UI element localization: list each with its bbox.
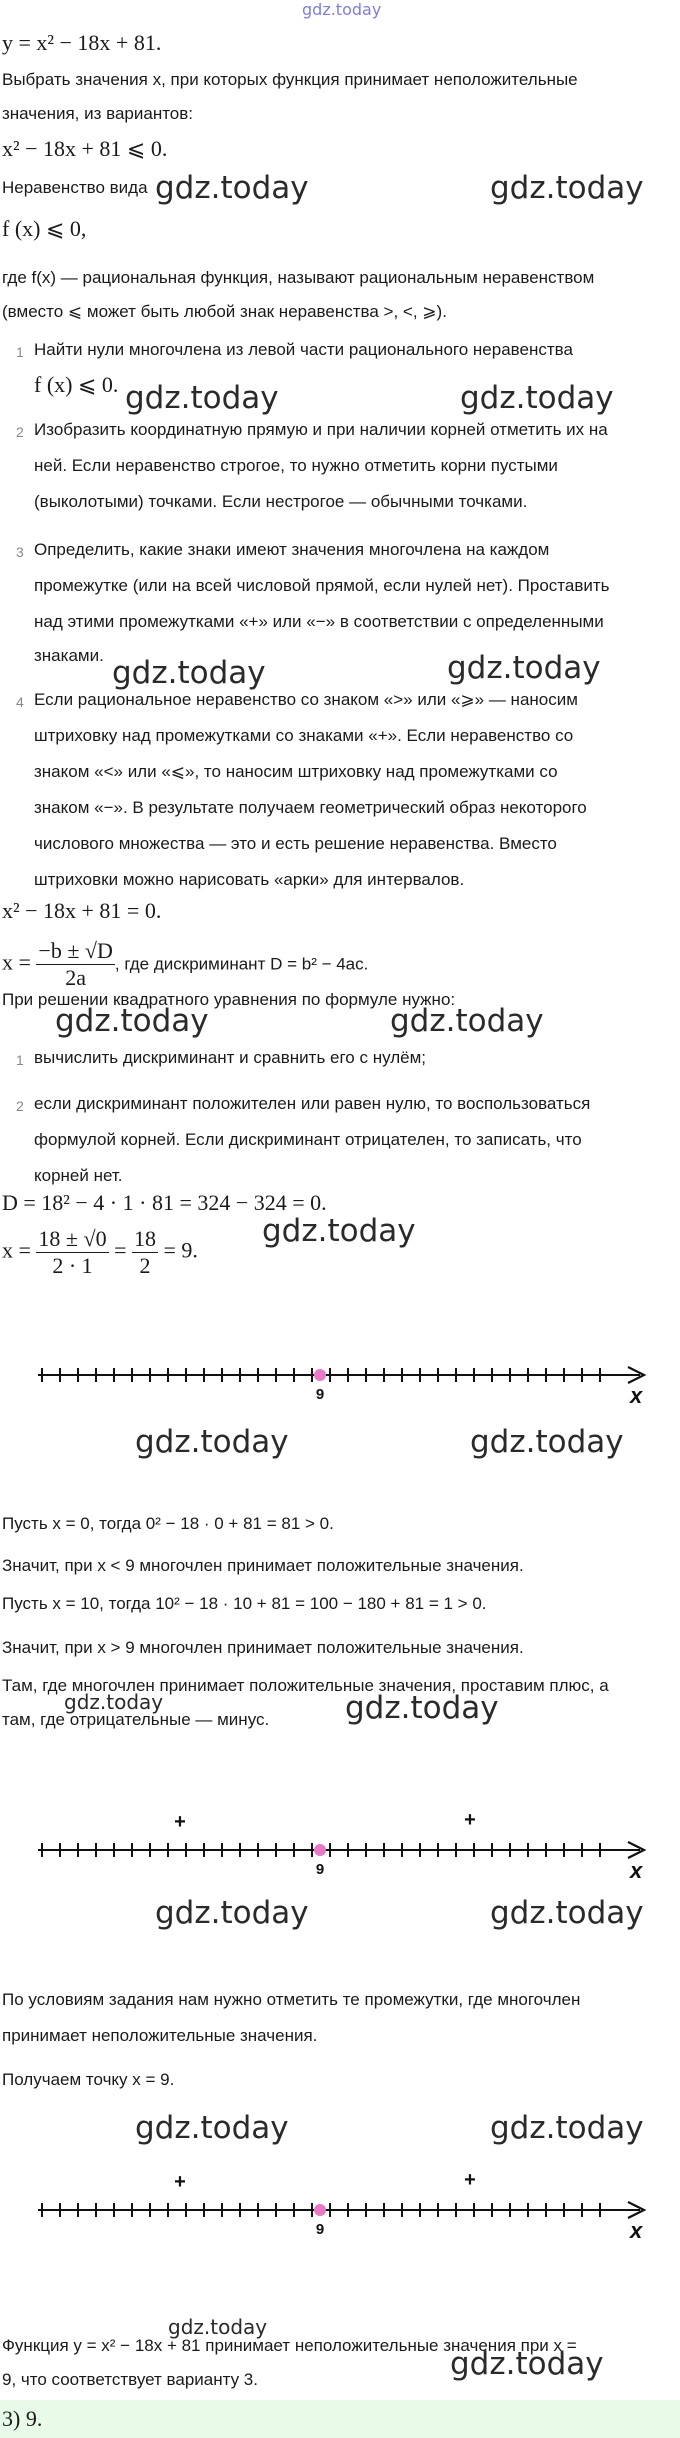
number-line-2 [0, 1790, 680, 1890]
plus-sign-right: + [464, 2169, 476, 2191]
conclusion-right: Значит, при x > 9 многочлен принимает положительные значения. [2, 1638, 524, 1657]
point-result: Получаем точку x = 9. [2, 2070, 175, 2089]
step-text: f (x) ⩽ 0. [34, 372, 119, 397]
plus-sign-left: + [174, 2171, 186, 2193]
function-equation: y = x² − 18x + 81. [2, 30, 162, 55]
test-ten: Пусть x = 10, тогда 10² − 18 · 10 + 81 = 100 − 180 + 81 = 1 > 0. [2, 1594, 487, 1613]
watermark: gdz.today [490, 2110, 644, 2146]
point-label: 9 [315, 1861, 325, 1878]
plus-sign-left: + [174, 1811, 186, 1833]
solve-step-text: вычислить дискриминант и сравнить его с нулём; [34, 1048, 427, 1067]
rational-definition-line1: где f(x) — рациональная функция, называют рациональным неравенством [2, 268, 595, 287]
root-x: x = [2, 1237, 31, 1263]
step-text: Найти нули многочлена из левой части рационального неравенства [34, 340, 573, 359]
answer-text: 3) 9. [2, 2406, 43, 2431]
formula-x: x = [2, 949, 31, 975]
root-denominator: 2 · 1 [52, 1253, 93, 1278]
point-label: 9 [315, 1386, 325, 1403]
step-text: (выколотыми) точками. Если нестрогое — обычными точками. [34, 492, 528, 511]
watermark: gdz.today [490, 1895, 644, 1931]
watermark: gdz.today [262, 1213, 416, 1249]
final-statement-line1: Функция y = x² − 18x + 81 принимает неположительные значения при x = [2, 2336, 577, 2355]
watermark: gdz.today [135, 2110, 289, 2146]
step-text: Изобразить координатную прямую и при наличии корней отметить их на [34, 420, 608, 439]
watermark: gdz.today [450, 2346, 604, 2382]
test-zero: Пусть x = 0, тогда 0² − 18 · 0 + 81 = 81 > 0. [2, 1514, 334, 1533]
general-inequality: f (x) ⩽ 0, [2, 216, 87, 241]
condition-line1: По условиям задания нам нужно отметить те промежутки, где многочлен [2, 1990, 581, 2009]
root-numerator-2: 18 [134, 1226, 156, 1251]
axis-label: x [630, 2218, 643, 2243]
root-calc [2, 1226, 198, 1279]
solve-intro: При решении квадратного уравнения по формуле нужно: [2, 990, 456, 1009]
formula-numerator: −b ± √D [38, 938, 113, 963]
axis-label: x [630, 1858, 643, 1883]
condition-line2: принимает неположительные значения. [2, 2026, 318, 2045]
quadratic-equation: x² − 18x + 81 = 0. [2, 898, 162, 923]
number-line-3 [0, 2150, 680, 2250]
step-number: 4 [16, 694, 24, 710]
step-text: знаком «−». В результате получаем геометрический образ некоторого [34, 798, 587, 817]
step-text: Если рациональное неравенство со знаком «>» или «⩾» — наносим [34, 690, 578, 709]
watermark: gdz.today [390, 1003, 544, 1039]
inequality-kind-label: Неравенство вида [2, 178, 148, 197]
point-marker [314, 1369, 326, 1381]
point-marker [314, 1844, 326, 1856]
plus-sign-right: + [464, 1809, 476, 1831]
solve-step-text: если дискриминант положителен или равен нулю, то воспользоваться [34, 1094, 591, 1113]
formula-where: , где дискриминант D = b² − 4ac. [114, 954, 369, 974]
step-number: 1 [16, 344, 24, 360]
watermark: gdz.today [345, 1690, 499, 1726]
solve-step-text: корней нет. [34, 1166, 123, 1185]
discriminant-calc: D = 18² − 4 · 1 · 81 = 324 − 324 = 0. [2, 1190, 327, 1215]
step-text: числового множества — это и есть решение неравенства. Вместо [34, 834, 557, 853]
watermark: gdz.today [490, 170, 644, 206]
task-text-line2: значения, из вариантов: [2, 104, 194, 123]
watermark: gdz.today [447, 650, 601, 686]
root-fraction-2 [132, 1226, 158, 1279]
root-numerator: 18 ± √0 [38, 1226, 107, 1251]
watermark: gdz.today [125, 380, 279, 416]
step-number: 1 [16, 1052, 24, 1068]
axis-label: x [630, 1383, 643, 1408]
signs-text-line1: Там, где многочлен принимает положительные значения, проставим плюс, а [2, 1676, 609, 1695]
watermark: gdz.today [470, 1424, 624, 1460]
main-inequality: x² − 18x + 81 ⩽ 0. [2, 136, 168, 161]
step-text: штриховки можно нарисовать «арки» для интервалов. [34, 870, 465, 889]
root-fraction [36, 1226, 108, 1279]
step-number: 2 [16, 1098, 24, 1114]
watermark: gdz.today [55, 1003, 209, 1039]
root-equals: = [114, 1237, 127, 1263]
step-text: знаком «<» или «⩽», то наносим штриховку над промежутками со [34, 762, 558, 781]
step-text: знаками. [34, 646, 104, 665]
step-text: Определить, какие знаки имеют значения многочлена на каждом [34, 540, 550, 559]
watermark: gdz.today [112, 655, 266, 691]
step-text: ней. Если неравенство строгое, то нужно отметить корни пустыми [34, 456, 558, 475]
conclusion-left: Значит, при x < 9 многочлен принимает положительные значения. [2, 1556, 524, 1575]
step-text: над этими промежутками «+» или «−» в соответствии с определенными [34, 612, 604, 631]
formula-fraction [36, 938, 114, 991]
final-statement-line2: 9, что соответствует варианту 3. [2, 2370, 258, 2389]
header-watermark: gdz.today [302, 0, 382, 19]
task-text-line1: Выбрать значения x, при которых функция принимает неположительные [2, 70, 578, 89]
formula-denominator: 2a [65, 965, 87, 990]
point-label: 9 [315, 2221, 325, 2238]
watermark: gdz.today [155, 1895, 309, 1931]
step-text: промежутке (или на всей числовой прямой, если нулей нет). Проставить [34, 576, 610, 595]
watermark: gdz.today [155, 170, 309, 206]
step-text: штриховку над промежутками со знаками «+». Если неравенство со [34, 726, 574, 745]
point-marker [314, 2204, 326, 2216]
root-denominator-2: 2 [139, 1253, 151, 1278]
watermark: gdz.today [460, 380, 614, 416]
step-number: 3 [16, 544, 24, 560]
watermark: gdz.today [64, 1690, 164, 1714]
solve-step-text: формулой корней. Если дискриминант отрицателен, то записать, что [34, 1130, 582, 1149]
root-result: = 9. [163, 1237, 198, 1263]
rational-definition-line2: (вместо ⩽ может быть любой знак неравенства >, <, ⩾). [2, 302, 447, 321]
root-formula [2, 938, 368, 991]
step-number: 2 [16, 424, 24, 440]
answer-bar [0, 2400, 680, 2438]
number-line-1 [0, 1340, 680, 1410]
watermark: gdz.today [135, 1424, 289, 1460]
signs-text-line2: там, где отрицательные — минус. [2, 1710, 270, 1729]
watermark: gdz.today [168, 2315, 268, 2339]
